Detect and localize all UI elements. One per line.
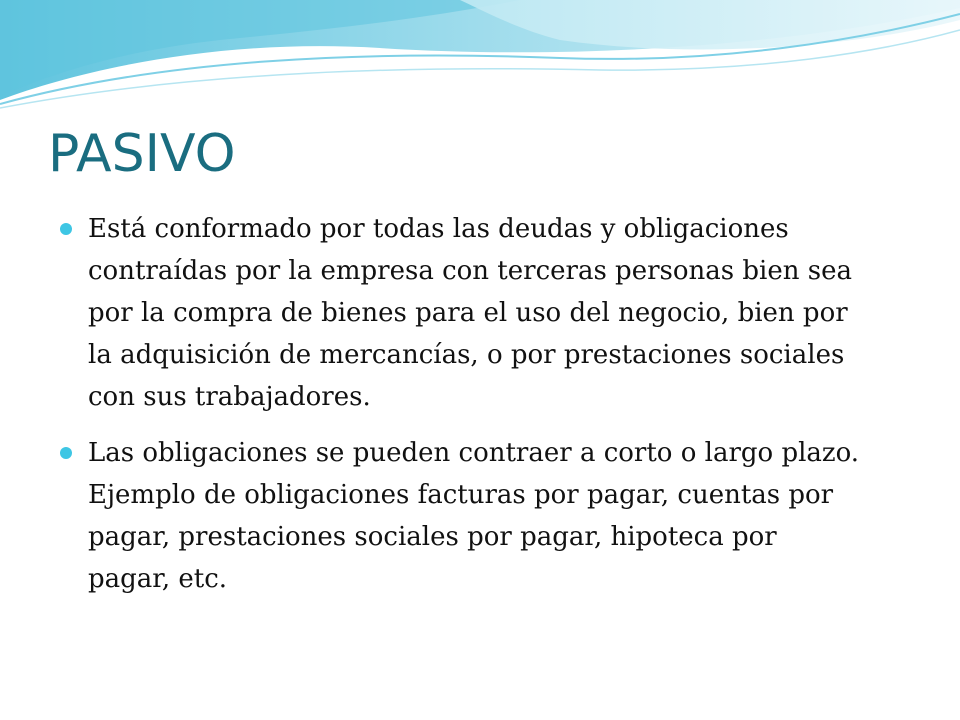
bullet-dot-icon bbox=[60, 223, 72, 235]
bullet-item bbox=[60, 432, 860, 600]
bullet-text: Está conformado por todas las deudas y obligaciones contraídas por la empresa con terceras personas bien sea por la compra de bienes para el uso del negocio, bien por la adquisición de mercancías, o por prestaciones sociales con sus trabajadores. bbox=[88, 214, 852, 412]
bullet-list bbox=[60, 208, 860, 614]
wave-header-decoration bbox=[0, 0, 960, 110]
bullet-item bbox=[60, 208, 860, 418]
bullet-text: Las obligaciones se pueden contraer a corto o largo plazo. Ejemplo de obligaciones facturas por pagar, cuentas por pagar, prestaciones sociales por pagar, hipoteca por pagar, etc. bbox=[88, 438, 860, 594]
bullet-dot-icon bbox=[60, 447, 72, 459]
slide-title: PASIVO bbox=[48, 124, 236, 184]
